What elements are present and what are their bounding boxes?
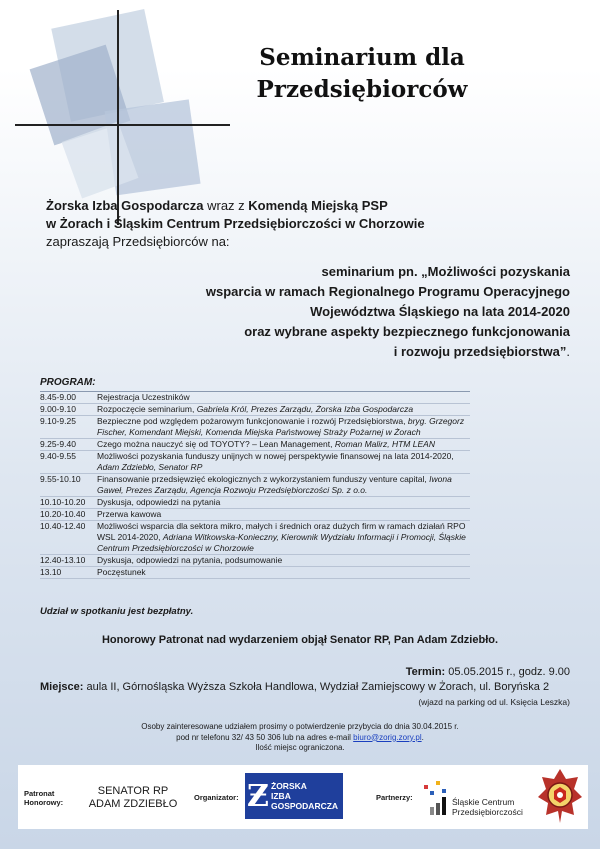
page-title: [232, 42, 492, 106]
program-row: [40, 555, 470, 567]
program-row: [40, 509, 470, 521]
invite-text: zapraszają Przedsiębiorców na:: [46, 234, 230, 249]
program-speaker: Gabriela Król, Prezes Zarządu, Żorska Izba Gospodarcza: [196, 404, 414, 414]
program-description: Finansowanie przedsięwzięć ekologicznych z wykorzystaniem funduszy venture capital, Iwona Gaweł, Prezes Zarządu, Agencja Rozwoju Przedsiębiorczości Sp. z o.o.: [97, 474, 452, 495]
footer-logos: [18, 765, 588, 829]
free-note: Udział w spotkaniu jest bezpłatny.: [40, 606, 194, 617]
program-row: [40, 416, 470, 439]
program-time: 9.10-9.25: [40, 416, 76, 426]
senator-name: SENATOR RP ADAM ZDZIEBŁO: [88, 785, 178, 810]
program-description: Czego można nauczyć się od TOYOTY? – Lean Management, Roman Malirz, HTM LEAN: [97, 439, 435, 449]
program-description: Możliwości wsparcia dla sektora mikro, małych i średnich oraz dużych firm w ramach działań RPO WSL 2014-2020, Adriana Witkowska-Konieczny, Kierownik Wydziału Informacji i Promocji, Śląskie Centrum Przedsiębiorczości w Chorzowie: [97, 521, 466, 553]
program-description: Przerwa kawowa: [97, 509, 162, 519]
program-description: Możliwości pozyskania funduszy unijnych w nowej perspektywie finansowej na lata 2014-2020, Adam Zdziebło, Senator RP: [97, 451, 454, 472]
program-time: 10.40-12.40: [40, 521, 86, 531]
program-time: 10.20-10.40: [40, 509, 86, 519]
email-link[interactable]: biuro@zorig.zory.pl: [353, 732, 422, 742]
scp-dots-icon: [422, 779, 450, 819]
partnerzy-label: Partnerzy:: [376, 793, 413, 802]
organizator-label: Organizator:: [194, 793, 239, 802]
zig-mark-icon: Ƶ: [247, 778, 269, 814]
program-speaker: Adam Zdziebło, Senator RP: [97, 462, 203, 472]
program-description: Poczęstunek: [97, 567, 146, 577]
program-time: 9.55-10.10: [40, 474, 81, 484]
program-row: [40, 567, 470, 579]
program-speaker: Iwona Gaweł, Prezes Zarządu, Agencja Rozwoju Przedsiębiorczości Sp. z o.o.: [97, 474, 452, 495]
program-time: 12.40-13.10: [40, 555, 86, 565]
program-description: Rejestracja Uczestników: [97, 392, 190, 402]
parking-note: (wjazd na parking od ul. Księcia Leszka): [418, 697, 570, 707]
psp-emblem-icon: [536, 767, 584, 825]
program-table: [40, 391, 470, 579]
program-row: [40, 474, 470, 497]
title-line-1: Seminarium dla: [259, 44, 465, 71]
program-row: [40, 392, 470, 404]
program-description: Bezpieczne pod względem pożarowym funkcjonowanie i rozwój Przedsiębiorstwa, bryg. Grzegorz Fischer, Komendant Miejski, Komenda Miejska Państwowej Straży Pożarnej w Żorach: [97, 416, 465, 437]
program-time: 13.10: [40, 567, 62, 577]
program-row: [40, 451, 470, 474]
program-speaker: Adriana Witkowska-Konieczny, Kierownik Wydziału Informacji i Promocji, Śląskie Centrum Przedsiębiorczości w Chorzowie: [97, 532, 466, 553]
program-time: 8.45-9.00: [40, 392, 76, 402]
program-time: 9.40-9.55: [40, 451, 76, 461]
intro-block: Żorska Izba Gospodarcza wraz z Komendą Miejską PSP w Żorach i Śląskim Centrum Przedsiębiorczości w Chorzowie zapraszają Przedsiębiorców na:: [46, 197, 486, 251]
title-line-2: Przedsiębiorców: [256, 76, 468, 103]
program-row: [40, 497, 470, 509]
program-description: Rozpoczęcie seminarium, Gabriela Król, Prezes Zarządu, Żorska Izba Gospodarcza: [97, 404, 414, 414]
program-time: 9.25-9.40: [40, 439, 76, 449]
program-speaker: Roman Malirz, HTM LEAN: [334, 439, 435, 449]
event-location: Miejsce: aula II, Górnośląska Wyższa Szkoła Handlowa, Wydział Zamiejscowy w Żorach, ul. Boryńska 2: [40, 681, 550, 693]
org-psp: Komendą Miejską PSP: [248, 198, 388, 213]
decorative-squares: [0, 0, 230, 230]
program-description: Dyskusja, odpowiedzi na pytania: [97, 497, 221, 507]
program-heading: PROGRAM:: [40, 377, 96, 388]
registration-notice: Osoby zainteresowane udziałem prosimy o potwierdzenie przybycia do dnia 30.04.2015 r. pod nr telefonu 32/ 43 50 306 lub na adres e-mail biuro@zorig.zory.pl. Ilość miejsc ograniczona.: [141, 722, 459, 752]
event-date: Termin: 05.05.2015 r., godz. 9.00: [405, 666, 570, 678]
seminar-title: seminarium pn. „Możliwości pozyskania wsparcia w ramach Regionalnego Programu Operacyjnego Województwa Śląskiego na lata 2014-2020 oraz wybrane aspekty bezpiecznego funkcjonowania i rozwoju przedsiębiorstwa”.: [205, 264, 570, 359]
program-time: 9.00-9.10: [40, 404, 76, 414]
program-row: [40, 404, 470, 416]
program-speaker: bryg. Grzegorz Fischer, Komendant Miejski, Komenda Miejska Państwowej Straży Pożarnej w Żorach: [97, 416, 465, 437]
honorary-patronage: Honorowy Patronat nad wydarzeniem objął Senator RP, Pan Adam Zdziebło.: [101, 634, 499, 646]
program-row: [40, 521, 470, 555]
program-time: 10.10-10.20: [40, 497, 86, 507]
program-row: [40, 439, 470, 451]
program-description: Dyskusja, odpowiedzi na pytania, podsumowanie: [97, 555, 283, 565]
org-zig: Żorska Izba Gospodarcza: [46, 198, 204, 213]
zig-logo: Ƶ ŻORSKA IZBA GOSPODARCZA: [245, 773, 343, 819]
org-scp: w Żorach i Śląskim Centrum Przedsiębiorczości w Chorzowie: [46, 216, 425, 231]
patronat-label: Patronat Honorowy:: [24, 789, 64, 807]
scp-logo: Śląskie Centrum Przedsiębiorczości: [422, 779, 532, 819]
